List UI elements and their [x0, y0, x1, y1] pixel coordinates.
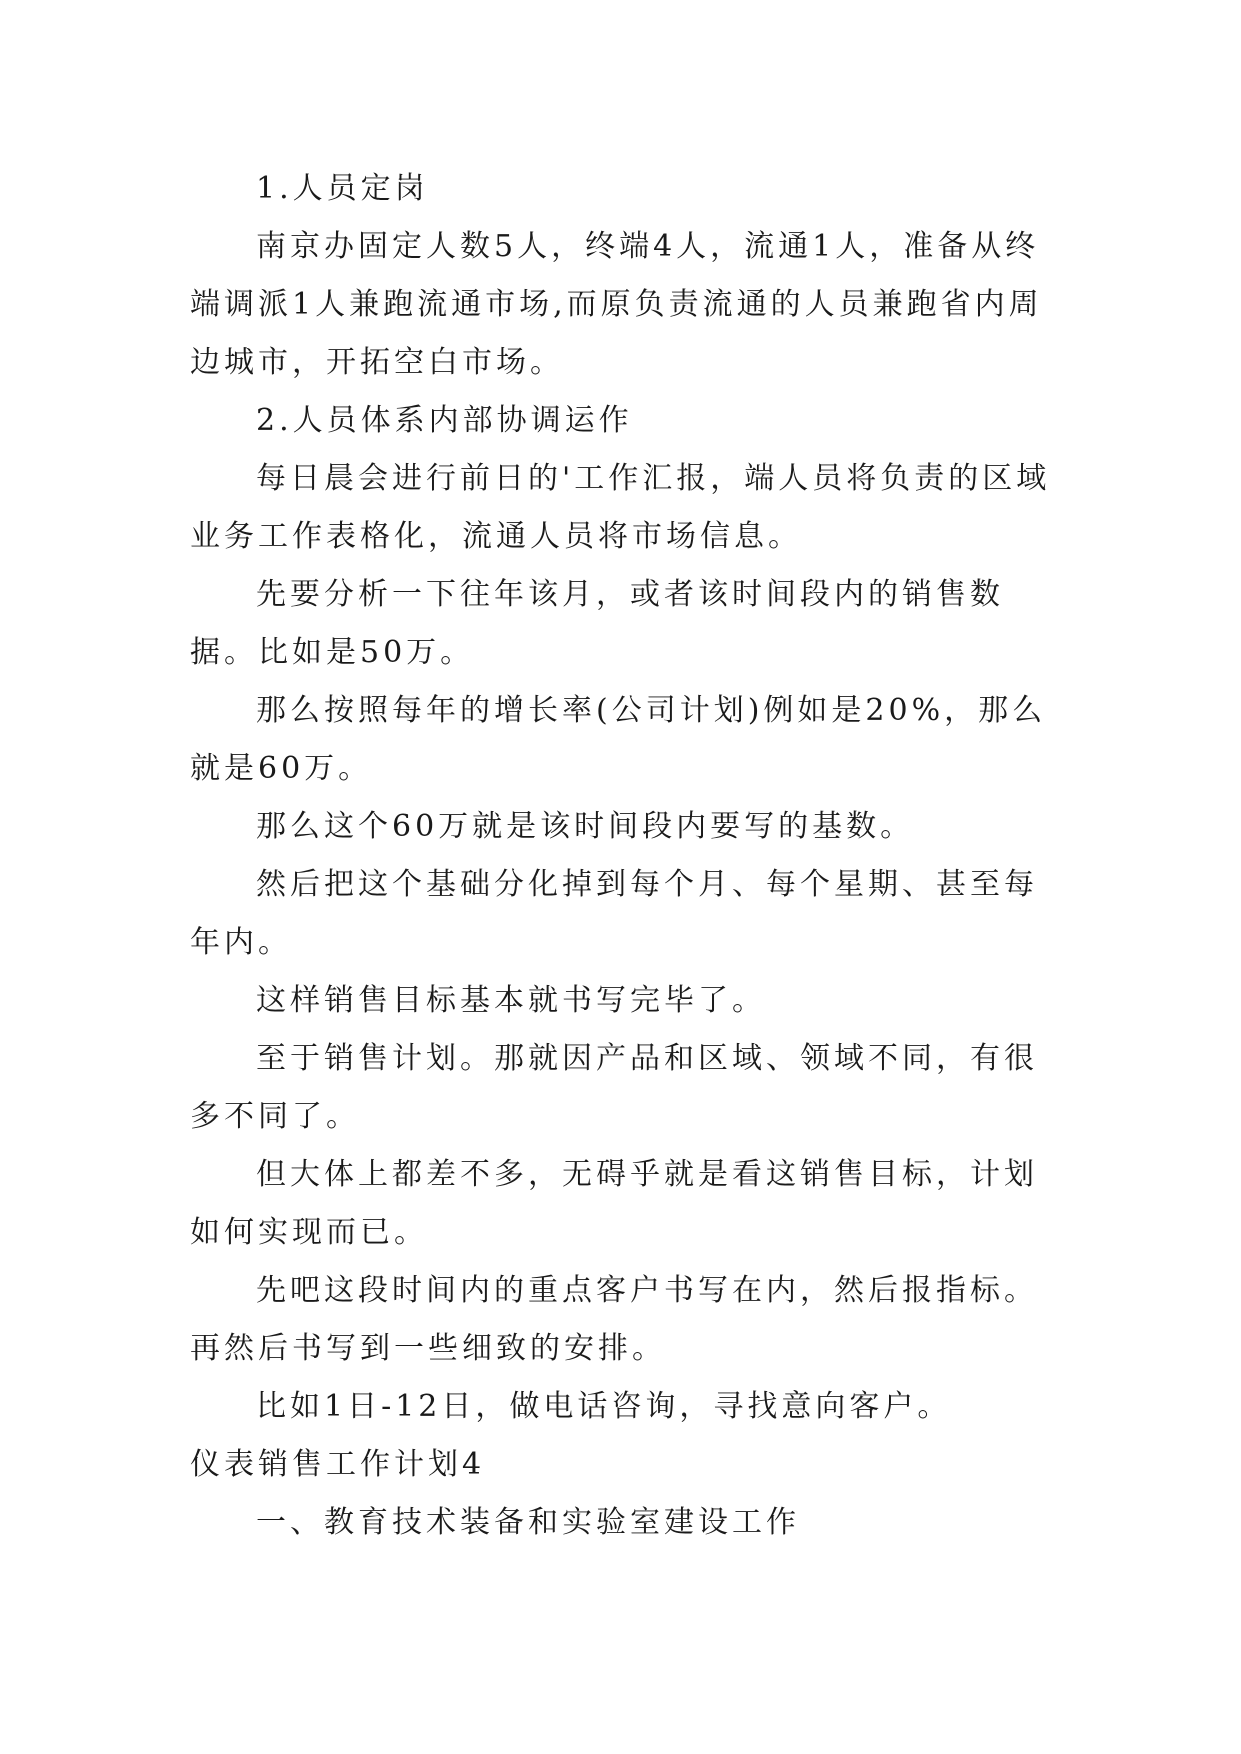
paragraph-key-clients: 先吧这段时间内的重点客户书写在内，然后报指标。再然后书写到一些细致的安排。 [190, 1273, 1038, 1366]
paragraph-morning-meeting: 每日晨会进行前日的'工作汇报，端人员将负责的区域业务工作表格化，流通人员将市场信息。 [190, 461, 1051, 554]
paragraph-target-complete: 这样销售目标基本就书写完毕了。 [256, 983, 766, 1018]
paragraph-growth-rate: 那么按照每年的增长率(公司计划)例如是20%，那么就是60万。 [190, 693, 1047, 786]
heading-education-equipment: 一、教育技术装备和实验室建设工作 [256, 1505, 800, 1540]
heading-staff-positions: 1.人员定岗 [256, 171, 429, 206]
paragraph-breakdown: 然后把这个基础分化掉到每个月、每个星期、甚至每年内。 [190, 867, 1038, 960]
paragraph-phone-consultation: 比如1日-12日，做电话咨询，寻找意向客户。 [256, 1389, 952, 1424]
paragraph-sales-plan: 至于销售计划。那就因产品和区域、领域不同，有很多不同了。 [190, 1041, 1038, 1134]
paragraph-base-number: 那么这个60万就是该时间段内要写的基数。 [256, 809, 915, 844]
document-body [190, 160, 1070, 1552]
heading-internal-coordination: 2.人员体系内部协调运作 [256, 403, 633, 438]
section-title-plan-4: 仪表销售工作计划4 [190, 1447, 486, 1482]
paragraph-roughly-same: 但大体上都差不多，无碍乎就是看这销售目标，计划如何实现而已。 [190, 1157, 1038, 1250]
paragraph-nanjing-office: 南京办固定人数5人，终端4人，流通1人，准备从终端调派1人兼跑流通市场,而原负责流通的人员兼跑省内周边城市，开拓空白市场。 [190, 229, 1043, 380]
paragraph-analyze-sales-data: 先要分析一下往年该月，或者该时间段内的销售数据。比如是50万。 [190, 577, 1004, 670]
